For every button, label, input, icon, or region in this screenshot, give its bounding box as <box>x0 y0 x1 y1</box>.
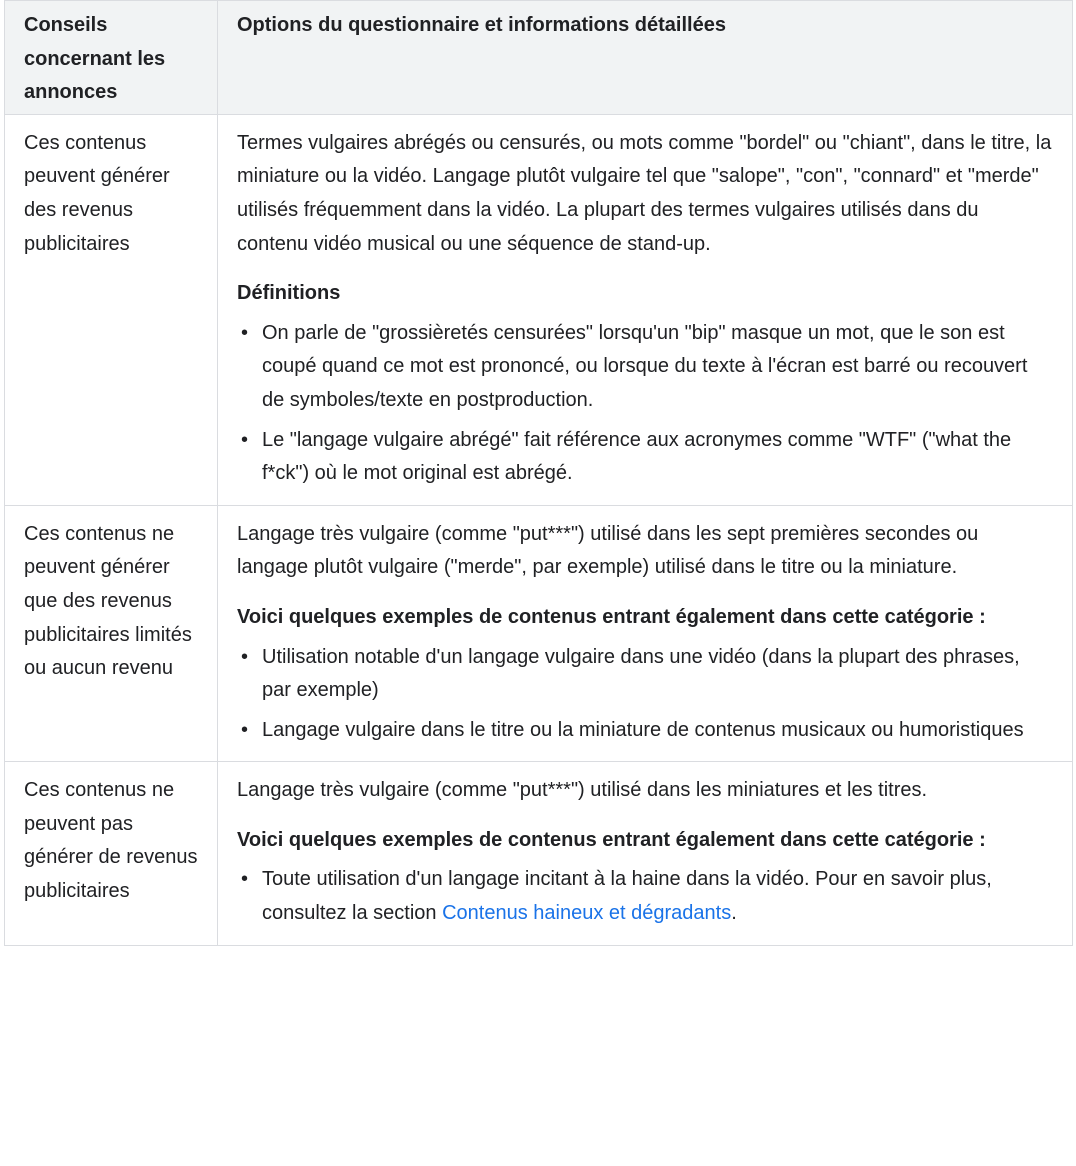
monetization-guidelines-table <box>4 0 1073 946</box>
details-subheading: Voici quelques exemples de contenus entrant également dans cette catégorie : <box>237 605 986 628</box>
details-cell <box>218 505 1073 762</box>
details-cell <box>218 762 1073 945</box>
list-item: • Utilisation notable d'un langage vulgaire dans une vidéo (dans la plupart des phrases, par exemple) <box>237 641 1053 708</box>
table-row <box>5 114 1073 505</box>
advice-cell: Ces contenus ne peuvent générer que des revenus publicitaires limités ou aucun revenu <box>5 505 218 762</box>
details-cell <box>218 114 1073 505</box>
header-options-details: Options du questionnaire et informations détaillées <box>218 1 1073 115</box>
details-list <box>237 317 1053 491</box>
details-subheading: Définitions <box>237 282 341 305</box>
advice-cell: Ces contenus peuvent générer des revenus publicitaires <box>5 114 218 505</box>
details-intro: Termes vulgaires abrégés ou censurés, ou mots comme "bordel" ou "chiant", dans le titre, la miniature ou la vidéo. Langage plutôt vulgaire tel que "salope", "con", "connard" et "merde" utilisés fréquemment dans la vidéo. La plupart des termes vulgaires utilisés dans du contenu vidéo musical ou une séquence de stand-up. <box>237 131 1052 255</box>
details-list <box>237 641 1053 748</box>
list-item: • Langage vulgaire dans le titre ou la miniature de contenus musicaux ou humoristiques <box>237 714 1053 748</box>
details-list <box>237 863 1053 930</box>
list-item-text-end: . <box>731 902 737 925</box>
table-header-row <box>5 1 1073 115</box>
list-item <box>237 863 1053 930</box>
list-item: • Le "langage vulgaire abrégé" fait référence aux acronymes comme "WTF" ("what the f*ck") où le mot original est abrégé. <box>237 424 1053 491</box>
header-ad-advice: Conseils concernant les annonces <box>5 1 218 115</box>
advice-cell: Ces contenus ne peuvent pas générer de revenus publicitaires <box>5 762 218 945</box>
list-item: • On parle de "grossièretés censurées" lorsqu'un "bip" masque un mot, que le son est coupé quand ce mot est prononcé, ou lorsque du texte à l'écran est barré ou recouvert de symboles/texte en postproduction. <box>237 317 1053 418</box>
details-subheading: Voici quelques exemples de contenus entrant également dans cette catégorie : <box>237 828 986 851</box>
table-row <box>5 505 1073 762</box>
table-row <box>5 762 1073 945</box>
list-item-text: Toute utilisation d'un langage incitant à la haine dans la vidéo. Pour en savoir plus, consultez la section <box>262 868 992 925</box>
details-intro: Langage très vulgaire (comme "put***") utilisé dans les sept premières secondes ou langage plutôt vulgaire ("merde", par exemple) utilisé dans le titre ou la miniature. <box>237 522 979 579</box>
hateful-content-link[interactable]: Contenus haineux et dégradants <box>442 902 732 925</box>
details-intro: Langage très vulgaire (comme "put***") utilisé dans les miniatures et les titres. <box>237 779 928 802</box>
